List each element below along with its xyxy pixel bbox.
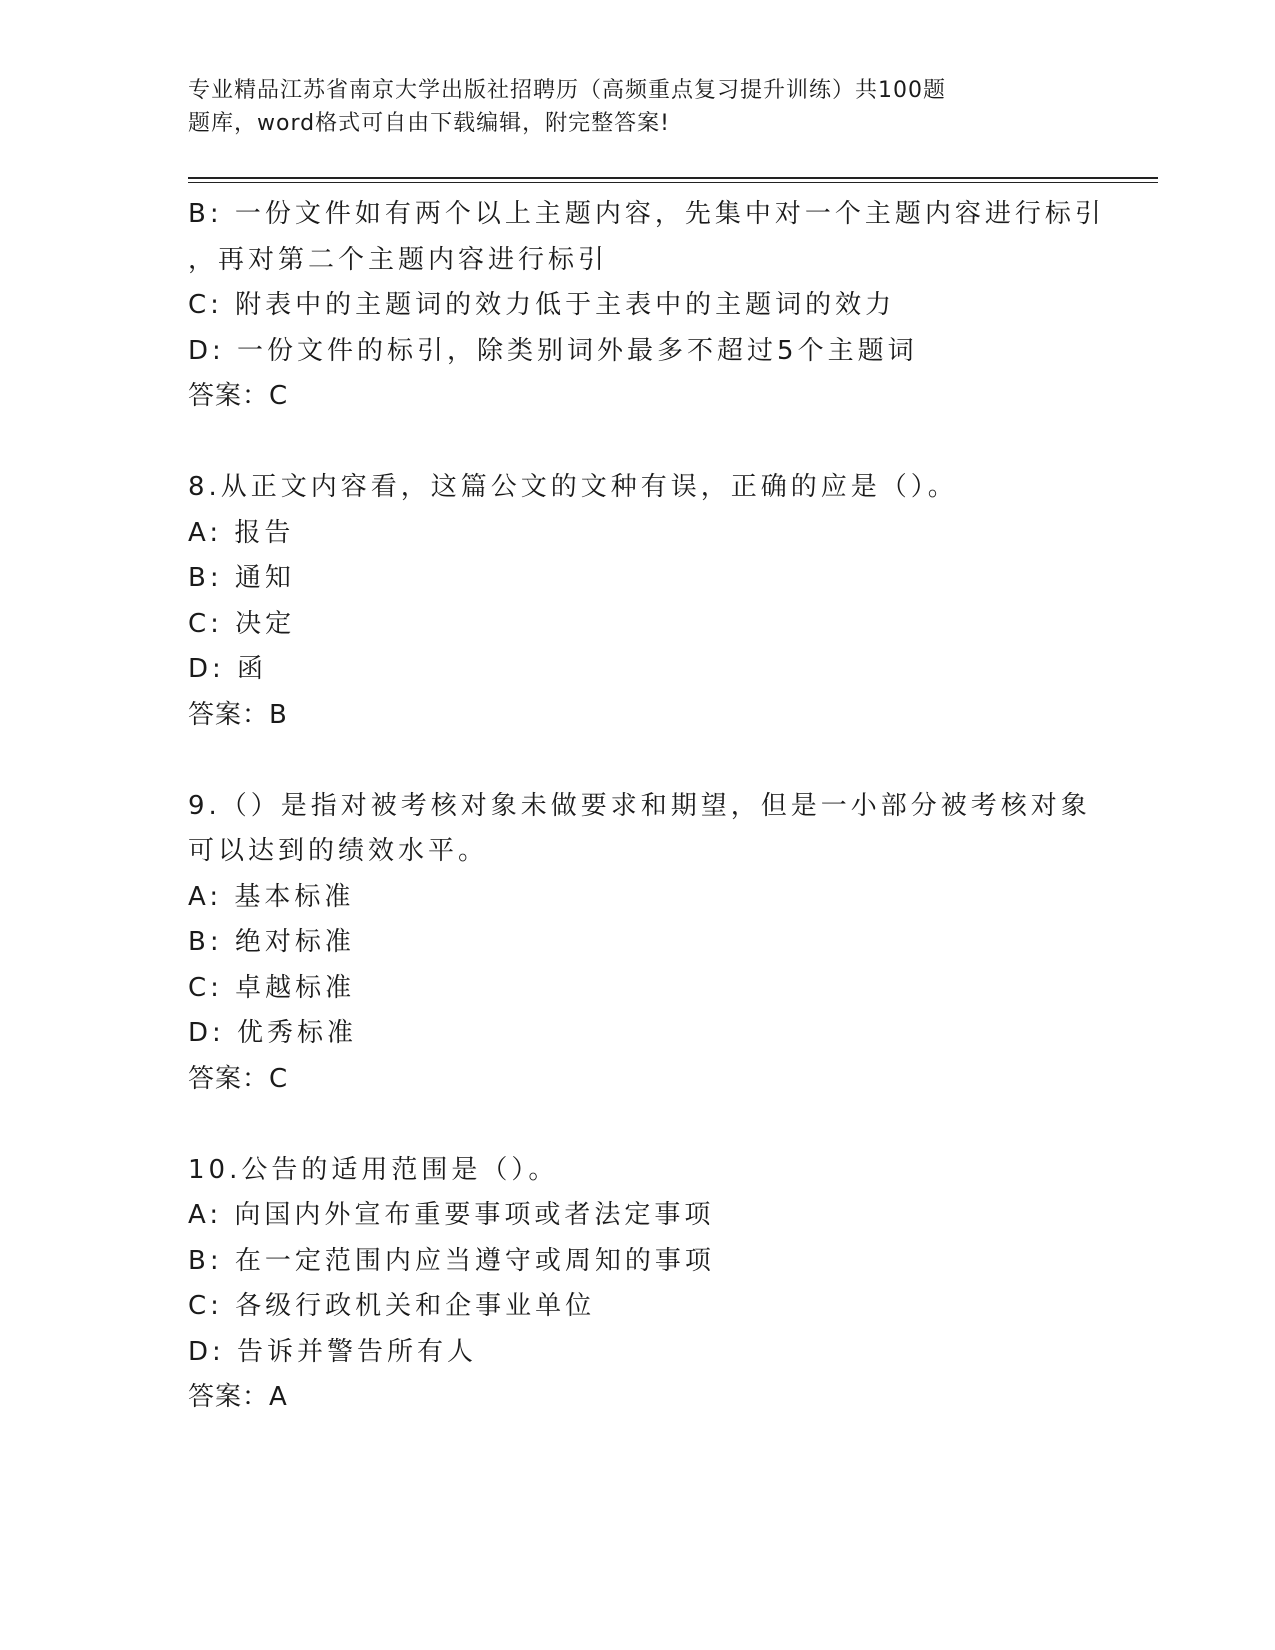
answer: 答案：B bbox=[188, 699, 288, 730]
option-a: A: 基本标准 bbox=[188, 881, 355, 912]
question-7-tail bbox=[188, 192, 1128, 420]
question-9 bbox=[188, 784, 1128, 1103]
question-text-line-1: 9.（）是指对被考核对象未做要求和期望，但是一小部分被考核对象 bbox=[188, 790, 1091, 821]
option-d: D: 告诉并警告所有人 bbox=[188, 1336, 478, 1367]
header-line-1: 专业精品江苏省南京大学出版社招聘历（高频重点复习提升训练）共100题 bbox=[188, 78, 946, 103]
option-a: A: 向国内外宣布重要事项或者法定事项 bbox=[188, 1200, 715, 1230]
question-10 bbox=[188, 1148, 1128, 1421]
option-c: C: 各级行政机关和企事业单位 bbox=[188, 1291, 596, 1321]
question-list bbox=[188, 192, 1128, 1421]
answer: 答案：C bbox=[188, 381, 289, 411]
option-a: A: 报告 bbox=[188, 517, 295, 548]
option-c: C: 卓越标准 bbox=[188, 972, 356, 1003]
question-text: 10.公告的适用范围是（）。 bbox=[188, 1154, 559, 1185]
option-d: D: 优秀标准 bbox=[188, 1018, 358, 1048]
spacer bbox=[188, 420, 1128, 466]
option-b: B: 绝对标准 bbox=[188, 927, 355, 957]
option-b-line-1: B: 一份文件如有两个以上主题内容，先集中对一个主题内容进行标引 bbox=[188, 199, 1105, 229]
option-d: D: 一份文件的标引，除类别词外最多不超过5个主题词 bbox=[188, 335, 918, 366]
question-text: 8.从正文内容看，这篇公文的文种有误，正确的应是（）。 bbox=[188, 472, 958, 502]
option-c: C: 附表中的主题词的效力低于主表中的主题词的效力 bbox=[188, 290, 896, 320]
header-rule-thin bbox=[188, 182, 1158, 183]
question-8 bbox=[188, 465, 1128, 738]
option-b: B: 在一定范围内应当遵守或周知的事项 bbox=[188, 1245, 715, 1276]
spacer bbox=[188, 1102, 1128, 1148]
page-header bbox=[188, 74, 1048, 140]
option-b-line-2: ，再对第二个主题内容进行标引 bbox=[188, 244, 609, 275]
header-rule-thick bbox=[188, 177, 1158, 179]
answer: 答案：A bbox=[188, 1382, 288, 1412]
header-line-2: 题库，word格式可自由下载编辑，附完整答案! bbox=[188, 111, 670, 136]
question-text-line-2: 可以达到的绩效水平。 bbox=[188, 836, 489, 866]
spacer bbox=[188, 738, 1128, 784]
option-d: D: 函 bbox=[188, 654, 268, 684]
option-c: C: 决定 bbox=[188, 608, 296, 639]
option-b: B: 通知 bbox=[188, 563, 295, 593]
answer: 答案：C bbox=[188, 1063, 289, 1094]
